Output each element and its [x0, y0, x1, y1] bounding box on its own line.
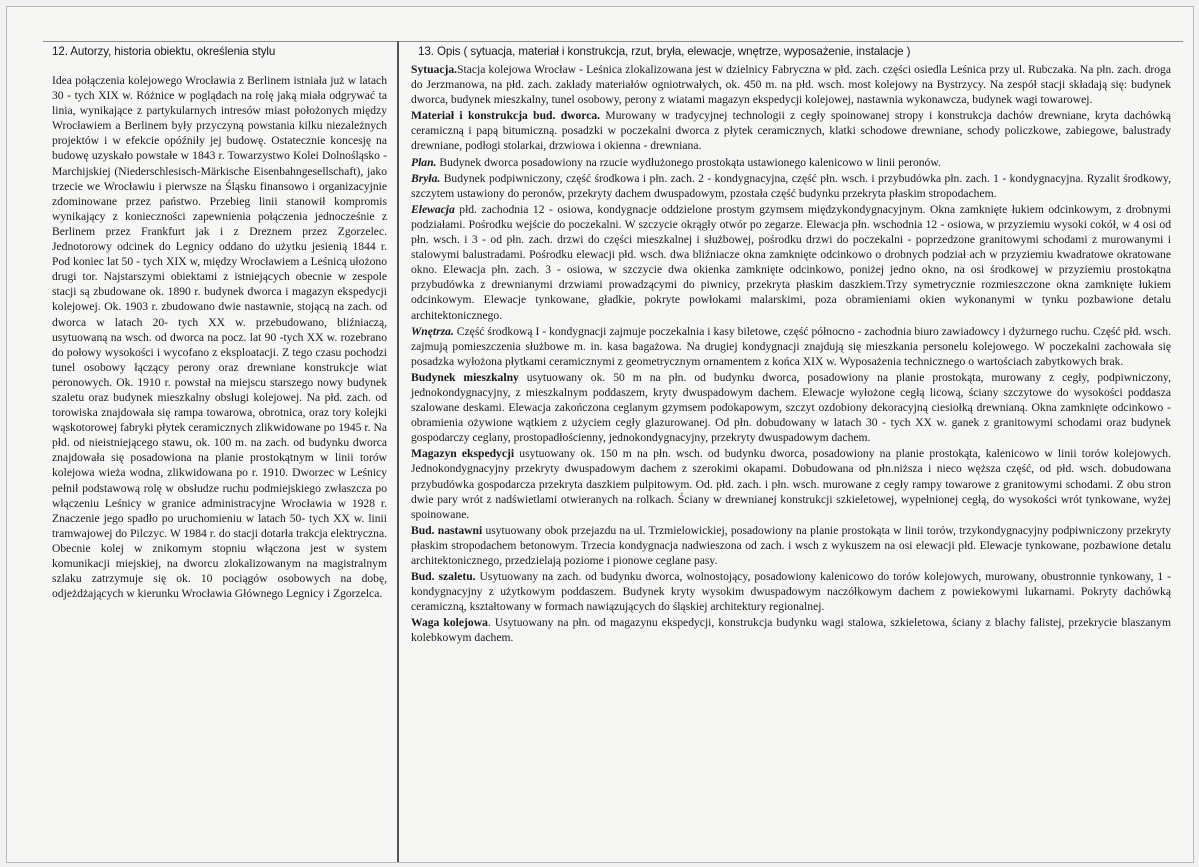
description-column [411, 62, 1171, 647]
history-text: Idea połączenia kolejowego Wrocławia z Berlinem istniała już w latach 30 - tych XIX w. Różnice w poglądach na rolę jaką miała odgrywać ta linia, wynikające z partykularnych intresów miast położonych między Wrocławiem a Berlinem były przyczyną powstania kilku niezależnych projektów i w efekcie opóźniły jej budowę. Ostatecznie koncesję na budowę uzyskało powstałe w 1843 r. Towarzystwo Kolei Dolnośląsko - Marchijskiej (Niederschlesisch-Märkische Eisenbahngesellschaft), jako trzecie we Wrocławiu i pierwsze na Śląsku finansowo i organizacyjnie zdominowane przez państwo. Przebieg linii stanowił kompromis wynikający z konieczności zapewnienia połączenia jednocześnie z Berlinem przez Frankfurt jak i z Dreznem przez Zgorzelec. Jednotorowy odcinek do Legnicy oddano do użytku jesienią 1844 r. Pod koniec lat 50 - tych XIX w, między Wrocławiem a Leśnicą ułożono drugi tor. Najstarszymi obiektami z istniejących obecnie w zespole stacji są zbudowane ok. 1890 r. budynek dworca i magazyn ekspedycji kolejowej. Ok. 1903 r. zbudowano dwie nastawnie, stojącą na zach. od dworca w latach 20- tych XX w. przebudowano, bliźniaczą, usytuowaną na wsch. od dworca na pocz. lat 90 -tych XX w. rozebrano do połowy wysokości i wycofano z eksploatacji. Z tego czasu pochodzi tunel osobowy łączący perony oraz drewniane konstrukcje wiat peronowych. Ok. 1910 r. powstał na miejscu starszego nowy budynek szaletu oraz budynek mieszkalny obsługi kolejowej. Na płd. zach. od torowiska znajdowała się rampa towarowa, obrotnica, oraz tory kolejki wąskotorowej fabryki płytek ceramicznych zlikwidowane po 1945 r. Na płd. od nieistniejącego stawu, ok. 100 m. na zach. od budynku dworca znajdowała się posadowiona na planie prostokątnym w linii torów kolejowa wieża wodna, zlikwidowana po r. 1910. Dworzec w Leśnicy pełnił podstawową rolę w obsłudze ruchu podmiejskiego zwłaszcza po włączeniu Leśnicy w granice administracyjne Wrocławia w 1928 r. Znaczenie jego spadło po uruchomieniu w latach 50- tych XX w. linii tramwajowej do Pilczyc. W 1984 r. do stacji dotarła trakcja elektryczna. Obecnie kolej w znikomym stopniu włączona jest w system komunikacji miejskiej, na dworcu zlokalizowanym na magistralnym szlaku zatrzymuje się ok. 10 pociągów osobowych na dobę, odjeżdżających w kierunku Wrocławia Głównego Legnicy i Zgorzelca. [52, 74, 387, 601]
column-divider [397, 41, 399, 862]
paragraph-massing: Bryła. Budynek podpiwniczony, część środkowa i płn. zach. 2 - kondygnacyjna, część płn. wsch. i przybudówka płn. zach. 1 - kondygnacyjna. Ryzalit środkowy, szczytem ustawiony do peronów, przekryty dachem dwuspadowym, pzostała część budynku przekryta płaskim stropodachem. [411, 171, 1171, 200]
paragraph-situation: Sytuacja.Stacja kolejowa Wrocław - Leśnica zlokalizowana jest w dzielnicy Fabryczna w płd. zach. części osiedla Leśnica przy ul. Rubczaka. Na płn. zach. droga do Jerzmanowa, na płd. zach. zakłady materiałów ogniotrwałych, ok. 450 m. na płd. wsch. most kolejowy na Bystrzycy. Na zespół stacji składają się: budynek dworca, budynek mieszkalny, tunel osobowy, perony z wiatami magazyn ekspedycji kolejowej, nastawnia wykonawcza, budynek wagi towarowej. [411, 63, 1171, 107]
form-sheet [6, 6, 1194, 863]
paragraph-weighbridge: Waga kolejowa. Usytuowany na płn. od magazynu ekspedycji, konstrukcja budynku wagi stalowa, szkieletowa, ściany z blachy falistej, przekrycie blaszanym kolebkowym dachem. [411, 616, 1171, 645]
paragraph-interiors: Wnętrza. Część środkową I - kondygnacji zajmuje poczekalnia i kasy biletowe, część północno - zachodnia biuro zawiadowcy i dyżurnego ruchu. Część płd. wsch. zajmują pomieszczenia służbowe m. in. kasa bagażowa. Na drugiej kondygnacji znajdują się mieszkania personelu kolejowego. W poczekalni zachowała się posadzka wyłożona płytkami ceramicznymi z geometrycznym ornamentem z końca XIX w. Wyposażenia technicznego o wartościach zabytkowych brak. [411, 324, 1171, 368]
paragraph-residential: Budynek mieszkalny usytuowany ok. 50 m na płn. od budynku dworca, posadowiony na planie prostokąta, murowany z cegły, podpiwniczony, jednokondygnacyjny, z mieszkalnym poddaszem, kryty dwuspadowym dachem. Elewacje wyłożone cegłą licową, ściany szczytowe do wysokości poddasza szalowane deskami. Elewacja zakończona ceglanym gzymsem podokapowym, szczyt ozdobiony dekoracyjną ciesiołką drewnianą. Okna zamknięte odcinkowo - obramienia ożywione wątkiem z użyciem cegły glazurowanej. Od płn. dobudowany w latach 30 - tych XX w. ganek z granitowymi schodami oraz budynek gospodarczy ceglany, prostopadłościenny, jednokondygnacyjny, przekryty dwuspadowym dachem. [411, 370, 1171, 445]
paragraph-signal-box: Bud. nastawni usytuowany obok przejazdu na ul. Trzmielowickiej, posadowiony na planie prostokąta w linii torów, trzykondygnacyjny podpiwniczony przekryty płaskim stropodachem betonowym. Trzecia kondygnacja nadwieszona od zach. i wsch z wykuszem na osi elewacji płd. Elewacje tynkowane, pozbawione detalu architektonicznego, przedzielają poziome i pionowe ceglane pasy. [411, 523, 1171, 567]
paragraph-toilet: Bud. szaletu. Usytuowany na zach. od budynku dworca, wolnostojący, posadowiony kalenicowo do torów kolejowych, murowany, obustronnie tynkowany, 1 - kondygnacyjny z użytkowym poddaszem. Budynek kryty wysokim dwuspadowym naczółkowym dachem z powiekowymi lukarnami. Pokryty dachówką ceramiczną, kształtowany w formach nawiązujących do śląskiej architektury regionalnej. [411, 570, 1171, 614]
paragraph-warehouse: Magazyn ekspedycji usytuowany ok. 150 m na płn. wsch. od budynku dworca, posadowiony na planie prostokąta, kalenicowo w linii torów kolejowych. Jednokondygnacyjny przekryty dwuspadowym dachem z szerokimi okapami. Dobudowana od płn.niższa i nieco węższa część, od płd. wsch. dobudowana przybudówka gospodarcza przekryta daszkiem pulpitowym. Od. płd. zach. i płn. wsch. murowane z cegły rampy towarowe z granitowymi schodami. Z obu stron dwie pary wrót z nadświetlami otwieranych na rolkach. Ściany w drewnianej konstrukcji szkieletowej, wypełnionej cegłą, do wysokości wrót tynkowane, wyżej spoinowane. [411, 447, 1171, 521]
header-divider [43, 41, 1183, 42]
paragraph-plan: Plan. Budynek dworca posadowiony na rzucie wydłużonego prostokąta ustawionego kalenicowo w linii peronów. [411, 155, 941, 169]
paragraph-material: Materiał i konstrukcja bud. dworca. Murowany w tradycyjnej technologii z cegły spoinowanej stropy i konstrukcja dachów drewniane, kryta dachówką ceramiczną i papą bitumiczną. posadzki w poczekalni dworca z płytek ceramicznych, klatki schodowe drewniane, schody policzkowe, zabiegowe, balustrady drewniane, podłogi stolarkai, drzwiowa i okienna - drewniana. [411, 109, 1172, 153]
paragraph-elevation: Elewacja płd. zachodnia 12 - osiowa, kondygnacje oddzielone prostym gzymsem międzykondygnacyjnym. Okna zamknięte łukiem odcinkowym, z drobnymi podziałami. Pośrodku wejście do poczekalni. W szczycie okrągły otwór po zegarze. Elewacja płn. wschodnia 12 - osiowa, w przyziemiu wysoki cokół, w 4 osi od płn. wsch. i 3 - od płn. zach. drzwi do części mieszkalnej i służbowej, pośrodku drzwi do poczekalni - poprzedzone granitowymi schodami z murowanymi i stalowymi balustradami. Pośrodku elewacji płd. wsch. dwa bliźniacze okna zamknięte odcinkowo o drobnych podział ach w przyziemiu kwadratowe okratowane okno. Elewacja płn. zach. 3 - osiowa, w szczycie dwa okienka zamknięte odcinkowo, poniżej jedno okno, na osi środkowej w przyziemiu prostokątna przybudówka z drewnianymi drzwiami prowadzącymi do piwnicy, przekryta płaskim daszkiem.Trzy symetrycznie rozmieszczone okna zamknięte łukiem odcinkowym. Elewacje tynkowane, gładkie, pokryte powłokami malarskimi, poza obramieniami okien wykonanymi w tynku pozbawione detalu architektonicznego. [411, 202, 1171, 322]
section-12-heading: 12. Autorzy, historia obiektu, określenia stylu [52, 45, 276, 58]
history-column [52, 73, 387, 601]
section-13-heading: 13. Opis ( sytuacja, materiał i konstrukcja, rzut, bryła, elewacje, wnętrze, wyposażenie, instalacje ) [418, 45, 911, 58]
